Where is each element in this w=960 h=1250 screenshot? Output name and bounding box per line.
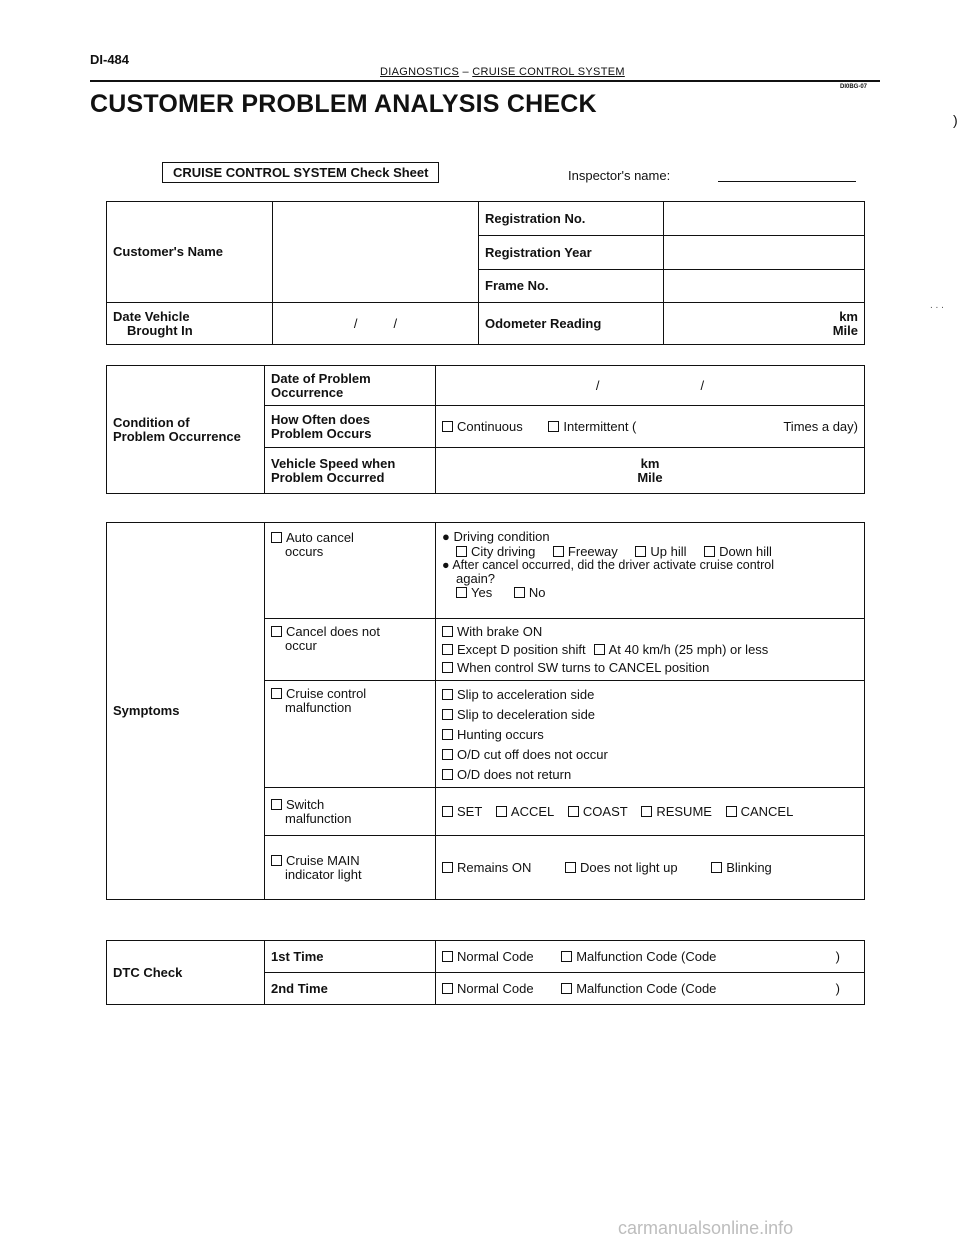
resume-checkbox[interactable] — [641, 806, 652, 817]
condition-label-2: Problem Occurrence — [113, 428, 241, 444]
customer-name-field[interactable] — [273, 202, 479, 303]
after-cancel-question-2: again? — [456, 571, 496, 586]
city-label: City driving — [471, 544, 536, 559]
switch-label: Switch — [286, 796, 325, 812]
malfunction-detail — [436, 681, 865, 788]
registration-year-label: Registration Year — [479, 236, 664, 270]
odometer-unit-km: km — [839, 308, 858, 324]
dtc-label: DTC Check — [107, 941, 265, 1005]
page-number: DI-484 — [90, 52, 130, 67]
second-malfunction-checkbox[interactable] — [561, 983, 572, 994]
first-normal-label: Normal Code — [457, 948, 534, 964]
freeway-checkbox[interactable] — [553, 546, 564, 557]
auto-cancel-cell — [265, 523, 436, 619]
yes-label: Yes — [471, 585, 493, 600]
date-brought-in-label — [107, 303, 273, 345]
auto-cancel-detail: ● Driving condition City driving Freeway Up hill Down hill ● After cancel occurred, did the driver activate cruise control again? Yes No — [436, 523, 865, 619]
blinking-checkbox[interactable] — [711, 862, 722, 873]
page-title: CUSTOMER PROBLEM ANALYSIS CHECK — [90, 90, 597, 118]
odometer-unit-mile: Mile — [832, 322, 858, 338]
accel-label: ACCEL — [510, 803, 555, 819]
remains-on-label: Remains ON — [457, 859, 532, 875]
intermittent-label: Intermittent ( — [563, 418, 637, 434]
registration-no-field[interactable] — [664, 202, 865, 236]
slip-accel-label: Slip to acceleration side — [457, 687, 595, 702]
auto-cancel-label: Auto cancel — [286, 530, 354, 545]
date-brought-in-label-1: Date Vehicle — [113, 308, 190, 324]
blinking-label: Blinking — [726, 859, 772, 875]
hunting-label: Hunting occurs — [457, 727, 544, 742]
inspector-label: Inspector's name: — [568, 168, 671, 183]
condition-table — [106, 365, 865, 494]
customer-name-label: Customer's Name — [107, 202, 273, 303]
problem-date-label-2: Occurrence — [271, 384, 344, 400]
not-light-label: Does not light up — [580, 859, 678, 875]
second-close-paren: ) — [835, 980, 840, 996]
switch-detail — [436, 788, 865, 836]
dtc-first-label: 1st Time — [265, 941, 436, 973]
times-a-day-label: Times a day) — [783, 418, 858, 434]
set-label: SET — [457, 803, 483, 819]
coast-label: COAST — [582, 803, 628, 819]
downhill-label: Down hill — [719, 544, 772, 559]
continuous-label: Continuous — [457, 418, 523, 434]
second-normal-label: Normal Code — [457, 980, 534, 996]
first-close-paren: ) — [835, 948, 840, 964]
indicator-checkbox[interactable] — [271, 855, 282, 866]
low-speed-checkbox[interactable] — [594, 644, 605, 655]
cancel-sw-checkbox[interactable] — [442, 662, 453, 673]
odometer-field[interactable] — [664, 303, 865, 345]
registration-no-label: Registration No. — [479, 202, 664, 236]
odometer-label: Odometer Reading — [479, 303, 664, 345]
first-normal-checkbox[interactable] — [442, 951, 453, 962]
after-cancel-question: After cancel occurred, did the driver activate cruise control — [452, 558, 775, 572]
low-speed-label: At 40 km/h (25 mph) or less — [608, 642, 769, 657]
not-light-checkbox[interactable] — [565, 862, 576, 873]
speed-label-2: Problem Occurred — [271, 469, 385, 485]
od-return-checkbox[interactable] — [442, 769, 453, 780]
malfunction-cell — [265, 681, 436, 788]
malfunction-label-2: malfunction — [285, 700, 352, 715]
second-malfunction-label: Malfunction Code (Code — [576, 980, 717, 996]
slip-accel-checkbox[interactable] — [442, 689, 453, 700]
second-normal-checkbox[interactable] — [442, 983, 453, 994]
yes-checkbox[interactable] — [456, 587, 467, 598]
set-checkbox[interactable] — [442, 806, 453, 817]
malfunction-checkbox[interactable] — [271, 688, 282, 699]
indicator-label: Cruise MAIN — [286, 852, 360, 868]
intermittent-checkbox[interactable] — [548, 421, 559, 432]
margin-dots: . . . — [930, 300, 944, 311]
inspector-name-field[interactable] — [718, 181, 856, 182]
first-malfunction-label: Malfunction Code (Code — [576, 948, 717, 964]
no-cancel-cell — [265, 619, 436, 681]
freeway-label: Freeway — [567, 544, 618, 559]
slip-decel-label: Slip to deceleration side — [457, 707, 596, 722]
no-cancel-label: Cancel does not — [286, 624, 380, 639]
od-return-label: O/D does not return — [457, 767, 572, 782]
except-d-label: Except D position shift — [457, 642, 586, 657]
watermark: carmanualsonline.info — [618, 1218, 794, 1238]
resume-label: RESUME — [656, 803, 712, 819]
indicator-cell — [265, 836, 436, 900]
problem-date-field[interactable]: / / — [436, 366, 865, 406]
auto-cancel-label-2: occurs — [285, 544, 324, 559]
continuous-checkbox[interactable] — [442, 421, 453, 432]
dtc-first-options — [436, 941, 865, 973]
switch-cell — [265, 788, 436, 836]
hunting-checkbox[interactable] — [442, 729, 453, 740]
how-often-label — [265, 406, 436, 448]
no-cancel-detail — [436, 619, 865, 681]
brake-on-checkbox[interactable] — [442, 626, 453, 637]
symptoms-label: Symptoms — [107, 523, 265, 900]
how-often-label-1: How Often does — [271, 411, 370, 427]
running-head — [380, 66, 625, 78]
speed-label — [265, 448, 436, 494]
date-brought-in-field[interactable]: / / — [273, 303, 479, 345]
cancel-checkbox[interactable] — [726, 806, 737, 817]
od-cutoff-checkbox[interactable] — [442, 749, 453, 760]
downhill-checkbox[interactable] — [704, 546, 715, 557]
date-brought-in-label-2: Brought In — [127, 322, 193, 338]
problem-date-label-1: Date of Problem — [271, 370, 371, 386]
od-cutoff-label: O/D cut off does not occur — [457, 747, 608, 762]
auto-cancel-checkbox[interactable] — [271, 532, 282, 543]
registration-year-field[interactable] — [664, 236, 865, 270]
speed-field[interactable] — [436, 448, 865, 494]
slip-decel-checkbox[interactable] — [442, 709, 453, 720]
switch-checkbox[interactable] — [271, 799, 282, 810]
dtc-second-options — [436, 973, 865, 1005]
no-cancel-label-2: occur — [285, 638, 317, 653]
remains-on-checkbox[interactable] — [442, 862, 453, 873]
cancel-label: CANCEL — [740, 803, 794, 819]
indicator-label-2: indicator light — [285, 866, 362, 882]
header-rule — [90, 80, 880, 82]
first-malfunction-checkbox[interactable] — [561, 951, 572, 962]
how-often-options — [436, 406, 865, 448]
except-d-checkbox[interactable] — [442, 644, 453, 655]
subsection-name: CRUISE CONTROL SYSTEM — [472, 66, 625, 78]
dtc-second-label: 2nd Time — [265, 973, 436, 1005]
condition-label-1: Condition of — [113, 414, 190, 430]
problem-date-label — [265, 366, 436, 406]
speed-unit-mile: Mile — [637, 469, 663, 485]
dtc-table — [106, 940, 865, 1005]
separator: – — [462, 66, 469, 78]
symptoms-table — [106, 522, 865, 900]
margin-mark: ) — [953, 112, 958, 128]
brake-on-label: With brake ON — [457, 624, 543, 639]
how-often-label-2: Problem Occurs — [271, 425, 372, 441]
accel-checkbox[interactable] — [496, 806, 507, 817]
customer-table — [106, 201, 865, 345]
frame-no-field[interactable] — [664, 270, 865, 303]
driving-condition-label: Driving condition — [453, 529, 550, 544]
speed-unit-km: km — [640, 455, 660, 471]
no-cancel-checkbox[interactable] — [271, 626, 282, 637]
doc-code: DI0BG-07 — [840, 84, 868, 90]
frame-no-label: Frame No. — [479, 270, 664, 303]
section-name: DIAGNOSTICS — [380, 66, 460, 78]
no-checkbox[interactable] — [514, 587, 525, 598]
check-sheet-label: CRUISE CONTROL SYSTEM Check Sheet — [162, 162, 439, 183]
speed-label-1: Vehicle Speed when — [271, 455, 396, 471]
cancel-sw-label: When control SW turns to CANCEL position — [457, 660, 710, 675]
condition-group-label — [107, 366, 265, 494]
switch-label-2: malfunction — [285, 810, 352, 826]
malfunction-label: Cruise control — [286, 686, 367, 701]
uphill-checkbox[interactable] — [635, 546, 646, 557]
coast-checkbox[interactable] — [568, 806, 579, 817]
uphill-label: Up hill — [650, 544, 687, 559]
no-label: No — [528, 585, 546, 600]
city-checkbox[interactable] — [456, 546, 467, 557]
indicator-detail — [436, 836, 865, 900]
